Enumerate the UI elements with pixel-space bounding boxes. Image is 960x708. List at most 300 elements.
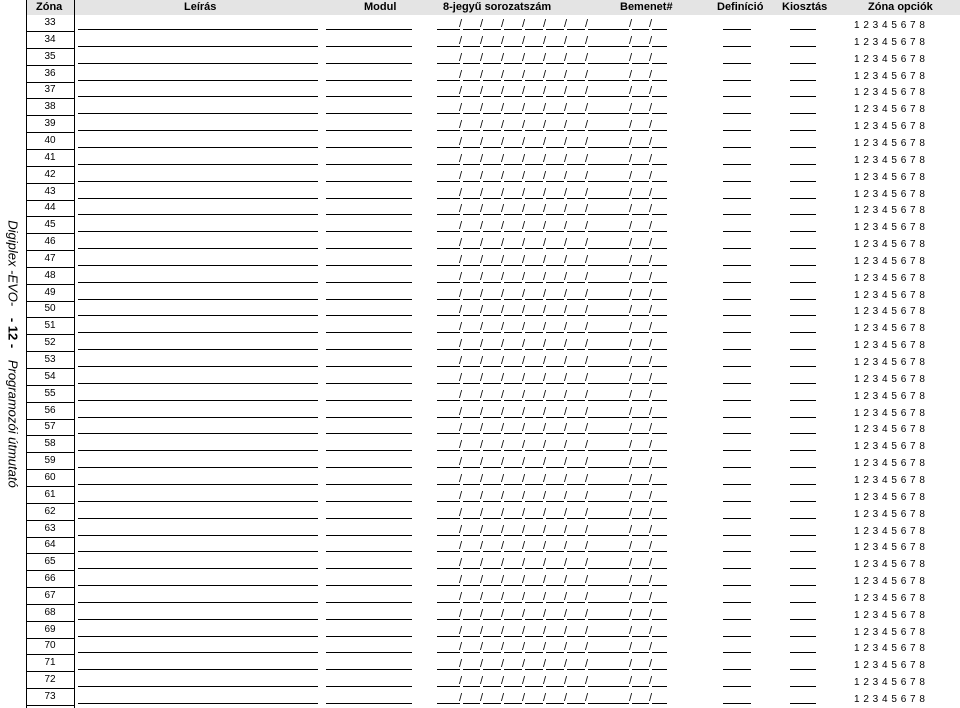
description-line[interactable]	[78, 551, 318, 552]
zone-options[interactable]: 1 2 3 4 5 6 7 8	[854, 188, 926, 200]
input-seg[interactable]	[632, 46, 649, 47]
description-line[interactable]	[78, 501, 318, 502]
serial-seg[interactable]	[588, 265, 609, 266]
serial-seg[interactable]	[504, 686, 522, 687]
serial-seg[interactable]	[525, 433, 543, 434]
serial-seg[interactable]	[504, 703, 522, 704]
serial-seg[interactable]	[437, 332, 460, 333]
input-seg[interactable]	[652, 669, 667, 670]
module-line[interactable]	[326, 585, 412, 586]
serial-seg[interactable]	[483, 585, 501, 586]
zone-options[interactable]: 1 2 3 4 5 6 7 8	[854, 121, 926, 133]
serial-seg[interactable]	[525, 80, 543, 81]
serial-seg[interactable]	[567, 349, 585, 350]
serial-seg[interactable]	[463, 501, 480, 502]
input-seg[interactable]	[632, 214, 649, 215]
input-seg[interactable]	[609, 80, 629, 81]
serial-seg[interactable]	[525, 568, 543, 569]
serial-seg[interactable]	[463, 299, 480, 300]
serial-seg[interactable]	[504, 669, 522, 670]
module-line[interactable]	[326, 181, 412, 182]
serial-seg[interactable]	[504, 585, 522, 586]
input-seg[interactable]	[652, 46, 667, 47]
serial-seg[interactable]	[483, 349, 501, 350]
description-line[interactable]	[78, 63, 318, 64]
input-seg[interactable]	[632, 400, 649, 401]
serial-seg[interactable]	[525, 585, 543, 586]
serial-seg[interactable]	[546, 46, 564, 47]
zone-options[interactable]: 1 2 3 4 5 6 7 8	[854, 508, 926, 520]
module-line[interactable]	[326, 636, 412, 637]
serial-seg[interactable]	[504, 535, 522, 536]
serial-seg[interactable]	[546, 248, 564, 249]
definition-line[interactable]	[723, 248, 751, 249]
zone-options[interactable]: 1 2 3 4 5 6 7 8	[854, 491, 926, 503]
assignment-line[interactable]	[790, 198, 816, 199]
zone-options[interactable]: 1 2 3 4 5 6 7 8	[854, 255, 926, 267]
serial-seg[interactable]	[483, 332, 501, 333]
serial-seg[interactable]	[588, 551, 609, 552]
zone-options[interactable]: 1 2 3 4 5 6 7 8	[854, 626, 926, 638]
input-seg[interactable]	[652, 349, 667, 350]
assignment-line[interactable]	[790, 501, 816, 502]
serial-seg[interactable]	[588, 299, 609, 300]
serial-seg[interactable]	[567, 669, 585, 670]
serial-seg[interactable]	[463, 147, 480, 148]
serial-seg[interactable]	[567, 568, 585, 569]
description-line[interactable]	[78, 602, 318, 603]
serial-seg[interactable]	[546, 535, 564, 536]
description-line[interactable]	[78, 417, 318, 418]
module-line[interactable]	[326, 366, 412, 367]
input-seg[interactable]	[632, 315, 649, 316]
serial-seg[interactable]	[437, 450, 460, 451]
serial-seg[interactable]	[504, 636, 522, 637]
serial-seg[interactable]	[546, 433, 564, 434]
serial-seg[interactable]	[504, 619, 522, 620]
definition-line[interactable]	[723, 669, 751, 670]
serial-seg[interactable]	[525, 282, 543, 283]
description-line[interactable]	[78, 147, 318, 148]
definition-line[interactable]	[723, 299, 751, 300]
serial-seg[interactable]	[437, 265, 460, 266]
serial-seg[interactable]	[483, 433, 501, 434]
assignment-line[interactable]	[790, 164, 816, 165]
input-seg[interactable]	[632, 198, 649, 199]
serial-seg[interactable]	[525, 703, 543, 704]
serial-seg[interactable]	[504, 450, 522, 451]
assignment-line[interactable]	[790, 349, 816, 350]
serial-seg[interactable]	[437, 164, 460, 165]
serial-seg[interactable]	[567, 703, 585, 704]
serial-seg[interactable]	[504, 383, 522, 384]
input-seg[interactable]	[652, 484, 667, 485]
serial-seg[interactable]	[588, 315, 609, 316]
serial-seg[interactable]	[588, 96, 609, 97]
serial-seg[interactable]	[483, 518, 501, 519]
zone-options[interactable]: 1 2 3 4 5 6 7 8	[854, 87, 926, 99]
definition-line[interactable]	[723, 231, 751, 232]
serial-seg[interactable]	[525, 366, 543, 367]
definition-line[interactable]	[723, 63, 751, 64]
input-seg[interactable]	[652, 383, 667, 384]
serial-seg[interactable]	[546, 332, 564, 333]
input-seg[interactable]	[652, 96, 667, 97]
serial-seg[interactable]	[463, 248, 480, 249]
module-line[interactable]	[326, 147, 412, 148]
serial-seg[interactable]	[483, 366, 501, 367]
definition-line[interactable]	[723, 652, 751, 653]
assignment-line[interactable]	[790, 366, 816, 367]
serial-seg[interactable]	[463, 535, 480, 536]
input-seg[interactable]	[609, 551, 629, 552]
input-seg[interactable]	[609, 349, 629, 350]
serial-seg[interactable]	[437, 231, 460, 232]
serial-seg[interactable]	[567, 63, 585, 64]
serial-seg[interactable]	[567, 214, 585, 215]
zone-options[interactable]: 1 2 3 4 5 6 7 8	[854, 272, 926, 284]
input-seg[interactable]	[632, 518, 649, 519]
serial-seg[interactable]	[437, 349, 460, 350]
module-line[interactable]	[326, 46, 412, 47]
serial-seg[interactable]	[483, 669, 501, 670]
description-line[interactable]	[78, 130, 318, 131]
assignment-line[interactable]	[790, 29, 816, 30]
serial-seg[interactable]	[463, 585, 480, 586]
input-seg[interactable]	[609, 214, 629, 215]
zone-options[interactable]: 1 2 3 4 5 6 7 8	[854, 542, 926, 554]
input-seg[interactable]	[652, 568, 667, 569]
serial-seg[interactable]	[483, 703, 501, 704]
input-seg[interactable]	[609, 332, 629, 333]
serial-seg[interactable]	[504, 417, 522, 418]
serial-seg[interactable]	[525, 518, 543, 519]
description-line[interactable]	[78, 585, 318, 586]
definition-line[interactable]	[723, 484, 751, 485]
input-seg[interactable]	[609, 113, 629, 114]
assignment-line[interactable]	[790, 332, 816, 333]
assignment-line[interactable]	[790, 652, 816, 653]
input-seg[interactable]	[652, 450, 667, 451]
input-seg[interactable]	[632, 130, 649, 131]
serial-seg[interactable]	[504, 349, 522, 350]
description-line[interactable]	[78, 248, 318, 249]
serial-seg[interactable]	[588, 535, 609, 536]
serial-seg[interactable]	[567, 282, 585, 283]
serial-seg[interactable]	[546, 417, 564, 418]
serial-seg[interactable]	[463, 181, 480, 182]
definition-line[interactable]	[723, 433, 751, 434]
serial-seg[interactable]	[483, 619, 501, 620]
serial-seg[interactable]	[525, 686, 543, 687]
serial-seg[interactable]	[546, 585, 564, 586]
serial-seg[interactable]	[437, 400, 460, 401]
serial-seg[interactable]	[463, 467, 480, 468]
input-seg[interactable]	[632, 248, 649, 249]
serial-seg[interactable]	[463, 332, 480, 333]
serial-seg[interactable]	[567, 80, 585, 81]
input-seg[interactable]	[632, 231, 649, 232]
definition-line[interactable]	[723, 619, 751, 620]
definition-line[interactable]	[723, 164, 751, 165]
input-seg[interactable]	[632, 147, 649, 148]
serial-seg[interactable]	[463, 214, 480, 215]
serial-seg[interactable]	[588, 282, 609, 283]
serial-seg[interactable]	[437, 467, 460, 468]
serial-seg[interactable]	[588, 383, 609, 384]
input-seg[interactable]	[632, 113, 649, 114]
description-line[interactable]	[78, 686, 318, 687]
serial-seg[interactable]	[437, 636, 460, 637]
serial-seg[interactable]	[525, 130, 543, 131]
serial-seg[interactable]	[546, 130, 564, 131]
serial-seg[interactable]	[463, 231, 480, 232]
serial-seg[interactable]	[483, 113, 501, 114]
input-seg[interactable]	[652, 417, 667, 418]
input-seg[interactable]	[632, 29, 649, 30]
module-line[interactable]	[326, 619, 412, 620]
input-seg[interactable]	[609, 282, 629, 283]
serial-seg[interactable]	[504, 433, 522, 434]
description-line[interactable]	[78, 619, 318, 620]
serial-seg[interactable]	[463, 652, 480, 653]
serial-seg[interactable]	[588, 619, 609, 620]
input-seg[interactable]	[632, 602, 649, 603]
serial-seg[interactable]	[463, 29, 480, 30]
serial-seg[interactable]	[437, 130, 460, 131]
serial-seg[interactable]	[525, 315, 543, 316]
input-seg[interactable]	[652, 198, 667, 199]
serial-seg[interactable]	[546, 450, 564, 451]
input-seg[interactable]	[652, 535, 667, 536]
serial-seg[interactable]	[504, 366, 522, 367]
serial-seg[interactable]	[437, 282, 460, 283]
serial-seg[interactable]	[588, 450, 609, 451]
definition-line[interactable]	[723, 686, 751, 687]
serial-seg[interactable]	[463, 619, 480, 620]
input-seg[interactable]	[609, 400, 629, 401]
serial-seg[interactable]	[504, 602, 522, 603]
serial-seg[interactable]	[504, 164, 522, 165]
serial-seg[interactable]	[483, 535, 501, 536]
input-seg[interactable]	[632, 450, 649, 451]
input-seg[interactable]	[632, 164, 649, 165]
definition-line[interactable]	[723, 636, 751, 637]
serial-seg[interactable]	[588, 80, 609, 81]
input-seg[interactable]	[609, 535, 629, 536]
input-seg[interactable]	[652, 652, 667, 653]
module-line[interactable]	[326, 315, 412, 316]
serial-seg[interactable]	[483, 417, 501, 418]
module-line[interactable]	[326, 501, 412, 502]
input-seg[interactable]	[632, 383, 649, 384]
definition-line[interactable]	[723, 315, 751, 316]
serial-seg[interactable]	[525, 636, 543, 637]
assignment-line[interactable]	[790, 518, 816, 519]
input-seg[interactable]	[652, 467, 667, 468]
definition-line[interactable]	[723, 551, 751, 552]
definition-line[interactable]	[723, 383, 751, 384]
serial-seg[interactable]	[546, 366, 564, 367]
input-seg[interactable]	[609, 181, 629, 182]
serial-seg[interactable]	[437, 366, 460, 367]
serial-seg[interactable]	[504, 248, 522, 249]
serial-seg[interactable]	[588, 198, 609, 199]
zone-options[interactable]: 1 2 3 4 5 6 7 8	[854, 205, 926, 217]
assignment-line[interactable]	[790, 265, 816, 266]
serial-seg[interactable]	[588, 349, 609, 350]
serial-seg[interactable]	[483, 130, 501, 131]
input-seg[interactable]	[609, 315, 629, 316]
description-line[interactable]	[78, 383, 318, 384]
assignment-line[interactable]	[790, 46, 816, 47]
definition-line[interactable]	[723, 703, 751, 704]
zone-options[interactable]: 1 2 3 4 5 6 7 8	[854, 424, 926, 436]
input-seg[interactable]	[652, 113, 667, 114]
input-seg[interactable]	[652, 636, 667, 637]
serial-seg[interactable]	[437, 63, 460, 64]
serial-seg[interactable]	[463, 198, 480, 199]
serial-seg[interactable]	[463, 400, 480, 401]
serial-seg[interactable]	[463, 703, 480, 704]
serial-seg[interactable]	[588, 29, 609, 30]
serial-seg[interactable]	[567, 585, 585, 586]
serial-seg[interactable]	[525, 231, 543, 232]
description-line[interactable]	[78, 96, 318, 97]
serial-seg[interactable]	[567, 96, 585, 97]
input-seg[interactable]	[632, 568, 649, 569]
input-seg[interactable]	[632, 703, 649, 704]
serial-seg[interactable]	[588, 602, 609, 603]
serial-seg[interactable]	[437, 703, 460, 704]
input-seg[interactable]	[652, 130, 667, 131]
assignment-line[interactable]	[790, 636, 816, 637]
zone-options[interactable]: 1 2 3 4 5 6 7 8	[854, 407, 926, 419]
description-line[interactable]	[78, 535, 318, 536]
definition-line[interactable]	[723, 568, 751, 569]
serial-seg[interactable]	[525, 400, 543, 401]
serial-seg[interactable]	[525, 198, 543, 199]
serial-seg[interactable]	[588, 400, 609, 401]
serial-seg[interactable]	[463, 568, 480, 569]
definition-line[interactable]	[723, 130, 751, 131]
assignment-line[interactable]	[790, 181, 816, 182]
definition-line[interactable]	[723, 602, 751, 603]
definition-line[interactable]	[723, 417, 751, 418]
zone-options[interactable]: 1 2 3 4 5 6 7 8	[854, 643, 926, 655]
serial-seg[interactable]	[463, 164, 480, 165]
serial-seg[interactable]	[504, 400, 522, 401]
assignment-line[interactable]	[790, 484, 816, 485]
serial-seg[interactable]	[546, 315, 564, 316]
serial-seg[interactable]	[483, 282, 501, 283]
definition-line[interactable]	[723, 467, 751, 468]
definition-line[interactable]	[723, 29, 751, 30]
serial-seg[interactable]	[437, 248, 460, 249]
module-line[interactable]	[326, 652, 412, 653]
input-seg[interactable]	[652, 164, 667, 165]
input-seg[interactable]	[652, 332, 667, 333]
serial-seg[interactable]	[567, 332, 585, 333]
description-line[interactable]	[78, 669, 318, 670]
assignment-line[interactable]	[790, 231, 816, 232]
description-line[interactable]	[78, 568, 318, 569]
definition-line[interactable]	[723, 349, 751, 350]
input-seg[interactable]	[609, 467, 629, 468]
serial-seg[interactable]	[567, 535, 585, 536]
serial-seg[interactable]	[504, 80, 522, 81]
serial-seg[interactable]	[546, 467, 564, 468]
input-seg[interactable]	[632, 265, 649, 266]
serial-seg[interactable]	[525, 551, 543, 552]
serial-seg[interactable]	[463, 46, 480, 47]
serial-seg[interactable]	[463, 383, 480, 384]
input-seg[interactable]	[632, 652, 649, 653]
description-line[interactable]	[78, 484, 318, 485]
serial-seg[interactable]	[525, 29, 543, 30]
serial-seg[interactable]	[463, 113, 480, 114]
serial-seg[interactable]	[463, 602, 480, 603]
module-line[interactable]	[326, 450, 412, 451]
module-line[interactable]	[326, 231, 412, 232]
input-seg[interactable]	[632, 282, 649, 283]
serial-seg[interactable]	[483, 46, 501, 47]
serial-seg[interactable]	[588, 248, 609, 249]
serial-seg[interactable]	[567, 265, 585, 266]
zone-options[interactable]: 1 2 3 4 5 6 7 8	[854, 609, 926, 621]
assignment-line[interactable]	[790, 96, 816, 97]
definition-line[interactable]	[723, 518, 751, 519]
serial-seg[interactable]	[546, 80, 564, 81]
serial-seg[interactable]	[463, 686, 480, 687]
serial-seg[interactable]	[463, 484, 480, 485]
input-seg[interactable]	[609, 46, 629, 47]
input-seg[interactable]	[652, 63, 667, 64]
serial-seg[interactable]	[567, 467, 585, 468]
serial-seg[interactable]	[546, 181, 564, 182]
serial-seg[interactable]	[525, 96, 543, 97]
serial-seg[interactable]	[437, 29, 460, 30]
zone-options[interactable]: 1 2 3 4 5 6 7 8	[854, 592, 926, 604]
serial-seg[interactable]	[525, 619, 543, 620]
input-seg[interactable]	[609, 484, 629, 485]
serial-seg[interactable]	[483, 602, 501, 603]
input-seg[interactable]	[652, 315, 667, 316]
assignment-line[interactable]	[790, 551, 816, 552]
serial-seg[interactable]	[588, 332, 609, 333]
input-seg[interactable]	[632, 332, 649, 333]
serial-seg[interactable]	[588, 417, 609, 418]
serial-seg[interactable]	[483, 198, 501, 199]
module-line[interactable]	[326, 484, 412, 485]
serial-seg[interactable]	[588, 467, 609, 468]
serial-seg[interactable]	[546, 669, 564, 670]
serial-seg[interactable]	[546, 551, 564, 552]
description-line[interactable]	[78, 703, 318, 704]
input-seg[interactable]	[632, 299, 649, 300]
serial-seg[interactable]	[483, 315, 501, 316]
description-line[interactable]	[78, 467, 318, 468]
input-seg[interactable]	[632, 619, 649, 620]
serial-seg[interactable]	[504, 299, 522, 300]
input-seg[interactable]	[609, 164, 629, 165]
module-line[interactable]	[326, 265, 412, 266]
serial-seg[interactable]	[504, 231, 522, 232]
serial-seg[interactable]	[483, 450, 501, 451]
input-seg[interactable]	[632, 433, 649, 434]
assignment-line[interactable]	[790, 248, 816, 249]
serial-seg[interactable]	[546, 484, 564, 485]
